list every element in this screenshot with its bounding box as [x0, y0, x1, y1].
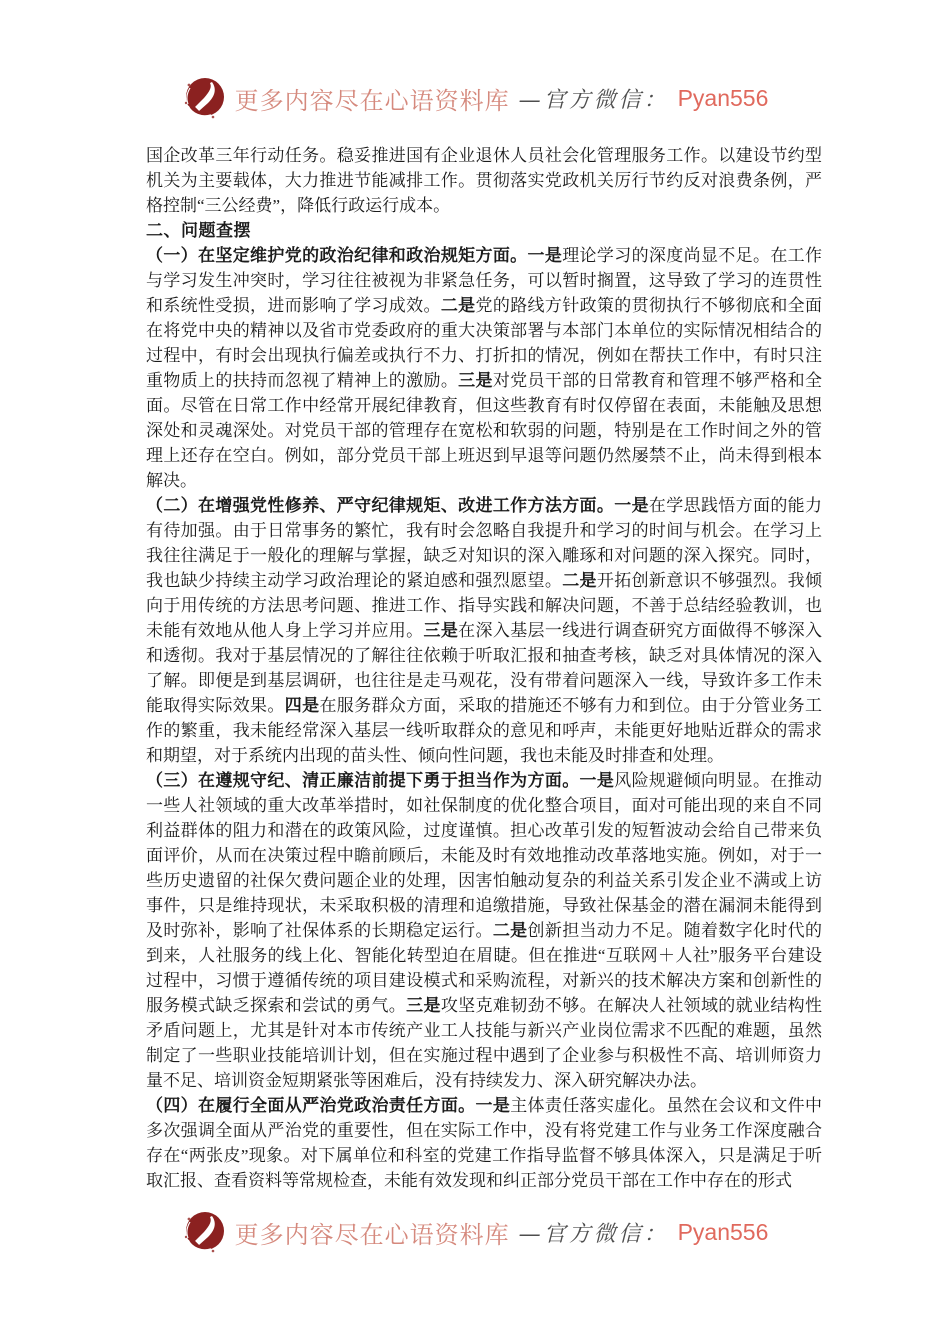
watermark-wechat-id: Pyan556 — [677, 1218, 769, 1245]
bold-run: （三）在遵规守纪、清正廉洁前提下勇于担当作为方面。一是 — [146, 771, 615, 790]
watermark-connector-text: —官方微信： — [518, 1221, 669, 1247]
bold-run: （二）在增强党性修养、严守纪律规矩、改进工作方法方面。一是 — [146, 496, 649, 515]
text-run: 创新担当动力不足。随着数字化时代的到来，人社服务的线上化、智能化转型迫在眉睫。但在推进“互联网＋人社”服务平台建设过程中，习惯于遵循传统的项目建设模式和采购流程，对新兴的技术解决方案和创新性的服务模式缺乏探索和尝试的勇气。 — [146, 921, 823, 1015]
header-watermark — [0, 75, 950, 121]
text-run: 攻坚克难韧劲不够。在解决人社领域的就业结构性矛盾问题上，尤其是针对本市传统产业工人技能与新兴产业岗位需求不匹配的难题，虽然制定了一些职业技能培训计划，但在实施过程中遇到了企业参与积极性不高、培训师资力量不足、培训资金短期紧张等困难后，没有持续发力、深入研究解决办法。 — [146, 996, 823, 1090]
watermark-wechat-id: Pyan556 — [677, 84, 769, 111]
bold-run: 二是 — [492, 921, 528, 940]
bold-run: （一）在坚定维护党的政治纪律和政治规矩方面。一是 — [146, 246, 563, 265]
watermark-connector-text: —官方微信： — [518, 87, 669, 113]
text-run: 主体责任落实虚化。虽然在会议和文件中多次强调全面从严治党的重要性，但在实际工作中，没有将党建工作与业务工作深度融合存在“两张皮”现象。对下属单位和科室的党建工作指导监督不够具体深入，只是满足于听取汇报、查看资料等常规检查，未能有效发现和纠正部分党员干部在工作中存在的形式 — [146, 1096, 823, 1190]
pen-nib-circle-icon — [182, 76, 226, 120]
text-run: 在学思践悟方面的能力有待加强。由于日常事务的繁忙，我有时会忽略自我提升和学习的时间与机会。在学习上我往往满足于一般化的理解与掌握，缺乏对知识的深入雕琢和对问题的深入探究。同时，我也缺少持续主动学习政治理论的紧迫感和强烈愿望。 — [146, 496, 823, 590]
bold-run: 二、问题查摆 — [146, 221, 251, 240]
text-run: 理论学习的深度尚显不足。在工作与学习发生冲突时，学习往往被视为非紧急任务，可以暂时搁置，这导致了学习的连贯性和系统性受损，进而影响了学习成效。 — [146, 246, 823, 315]
bold-run: 二是 — [440, 296, 476, 315]
bold-run: 三是 — [406, 996, 441, 1015]
text-run: 开拓创新意识不够强烈。我倾向于用传统的方法思考问题、推进工作、指导实践和解决问题，不善于总结经验教训，也未能有效地从他人身上学习并应用。 — [146, 571, 823, 640]
watermark-brand-text: 更多内容尽在心语资料库 — [234, 88, 510, 115]
text-run: 风险规避倾向明显。在推动一些人社领域的重大改革举措时，如社保制度的优化整合项目，面对可能出现的来自不同利益群体的阻力和潜在的政策风险，过度谨慎。担心改革引发的短暂波动会给自己带来负面评价，从而在决策过程中瞻前顾后，未能及时有效地推动改革落地实施。例如，对于一些历史遗留的社保欠费问题企业的处理，因害怕触动复杂的利益关系引发企业不满或上访事件，只是维持现状，未采取积极的清理和追缴措施，导致社保基金的潜在漏洞未能得到及时弥补，影响了社保体系的长期稳定运行。 — [146, 771, 823, 940]
paragraph — [146, 143, 822, 218]
bold-run: 三是 — [458, 371, 493, 390]
bold-run: 四是 — [284, 696, 320, 715]
text-run: 在服务群众方面，采取的措施还不够有力和到位。由于分管业务工作的繁重，我未能经常深入基层一线听取群众的意见和呼声，未能更好地贴近群众的需求和期望，对于系统内出现的苗头性、倾向性问题，我也未能及时排查和处理。 — [146, 696, 823, 765]
paragraph — [146, 243, 822, 493]
text-run: 国企改革三年行动任务。稳妥推进国有企业退休人员社会化管理服务工作。以建设节约型机关为主要载体，大力推进节能减排工作。贯彻落实党政机关厉行节约反对浪费条例，严格控制“三公经费”，降低行政运行成本。 — [146, 146, 822, 215]
document-body — [146, 143, 822, 1193]
text-run: 党的路线方针政策的贯彻执行不够彻底和全面在将党中央的精神以及省市党委政府的重大决策部署与本部门本单位的实际情况相结合的过程中，有时会出现执行偏差或执行不力、打折扣的情况，例如在帮扶工作中，有时只注重物质上的扶持而忽视了精神上的激励。 — [146, 296, 823, 390]
bold-run: 三是 — [423, 621, 459, 640]
paragraph — [146, 768, 822, 1093]
paragraph — [146, 493, 822, 768]
text-run: 在深入基层一线进行调查研究方面做得不够深入和透彻。我对于基层情况的了解往往依赖于听取汇报和抽查考核，缺乏对具体情况的深入了解。即便是到基层调研，也往往是走马观花，没有带着问题深入一线，导致许多工作未能取得实际效果。 — [146, 621, 823, 715]
watermark-brand-text: 更多内容尽在心语资料库 — [234, 1222, 510, 1249]
text-run: 对党员干部的日常教育和管理不够严格和全面。尽管在日常工作中经常开展纪律教育，但这些教育有时仅停留在表面，未能触及思想深处和灵魂深处。对党员干部的管理存在宽松和软弱的问题，特别是在工作时间之外的管理上还存在空白。例如，部分党员干部上班迟到早退等问题仍然屡禁不止，尚未得到根本解决。 — [146, 371, 823, 490]
pen-nib-circle-icon — [182, 1210, 226, 1254]
section-heading — [146, 218, 822, 243]
paragraph — [146, 1093, 822, 1193]
bold-run: 二是 — [562, 571, 597, 590]
footer-watermark — [0, 1209, 950, 1255]
bold-run: （四）在履行全面从严治党政治责任方面。一是 — [146, 1096, 511, 1115]
